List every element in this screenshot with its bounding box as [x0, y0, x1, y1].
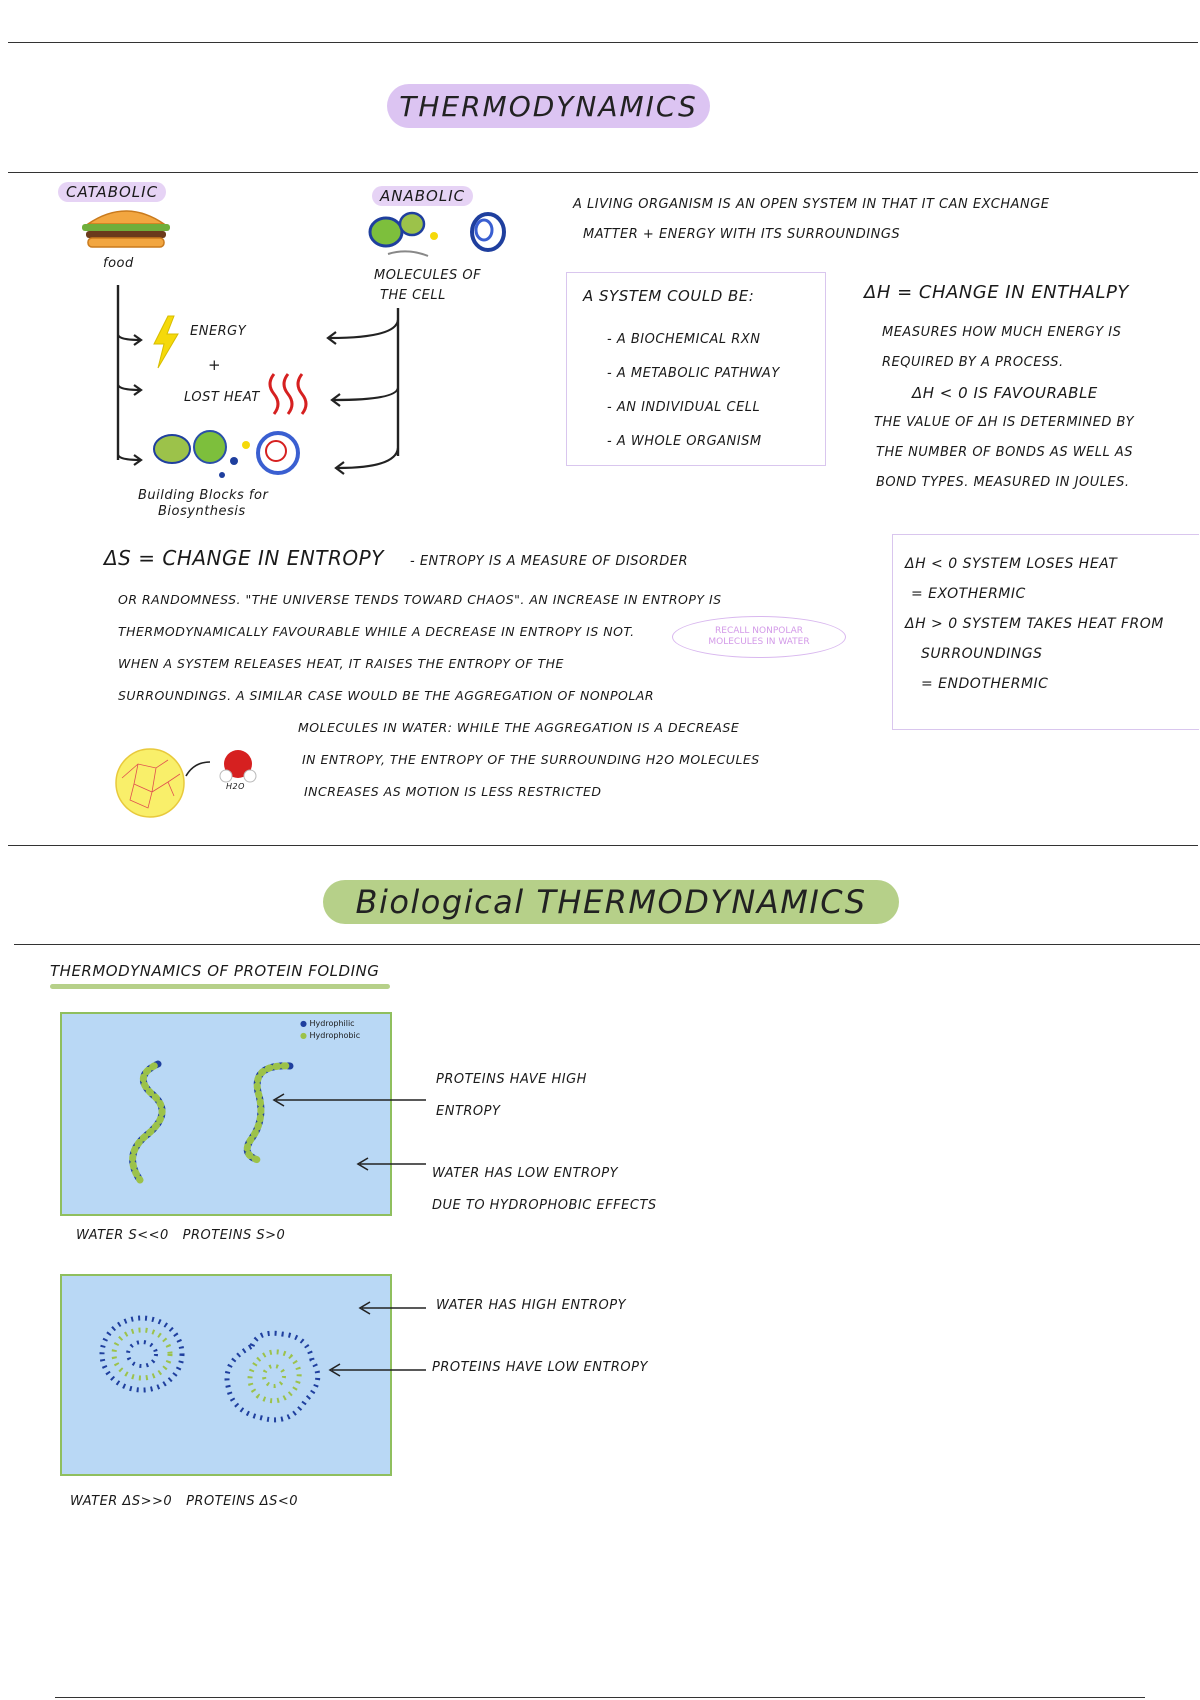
open-system-text: A LIVING ORGANISM IS AN OPEN SYSTEM IN THAT IT CAN EXCHANGE MATTER + ENERGY WITH ITS SURROUNDINGS [573, 197, 1050, 242]
panel1-caption: WATER S<<0 PROTEINS S>0 [76, 1228, 286, 1243]
panel2-caption: WATER ΔS>>0 PROTEINS ΔS<0 [70, 1494, 299, 1509]
page-title: THERMODYNAMICS [387, 84, 710, 128]
protein-folding-heading: THERMODYNAMICS OF PROTEIN FOLDING [50, 962, 380, 980]
enthalpy-box [892, 534, 1199, 730]
enthalpy-heading: ΔH = CHANGE IN ENTHALPY [864, 282, 1129, 303]
lost-heat-label: LOST HEAT [184, 390, 260, 405]
anabolic-arrows [320, 308, 410, 478]
protein-folding-underline [50, 984, 390, 989]
section2-rule [14, 944, 1200, 945]
list-item: - A WHOLE ORGANISM [607, 434, 762, 449]
burger-icon [76, 202, 176, 254]
panel1-note-water: WATER HAS LOW ENTROPY DUE TO HYDROPHOBIC EFFECTS [432, 1166, 657, 1213]
section2-top-rule [8, 845, 1198, 846]
heat-waves-icon [268, 372, 314, 418]
list-item: - AN INDIVIDUAL CELL [607, 400, 761, 415]
panel1-note-proteins: PROTEINS HAVE HIGH ENTROPY [436, 1072, 587, 1119]
catabolic-label: CATABOLIC [58, 182, 166, 202]
plus-sign: + [208, 356, 222, 374]
bottom-rule [55, 1697, 1145, 1698]
nonpolar-aggregate-icon [112, 748, 192, 818]
building-blocks-label: Building Blocks for Biosynthesis [138, 488, 269, 519]
anabolic-label: ANABOLIC [372, 186, 473, 206]
panel2-note-proteins: PROTEINS HAVE LOW ENTROPY [432, 1360, 648, 1375]
h2o-label: H2O [226, 782, 245, 791]
list-item: - A METABOLIC PATHWAY [607, 366, 780, 381]
building-blocks-icon [150, 425, 310, 487]
top-rule [8, 42, 1198, 43]
molecules-icon [368, 206, 513, 266]
lightning-icon [150, 316, 180, 368]
energy-label: ENERGY [190, 324, 247, 339]
enthalpy-text: MEASURES HOW MUCH ENERGY IS REQUIRED BY A PROCESS. ΔH < 0 IS FAVOURABLE THE VALUE OF ΔH IS DETERMINED BY THE NUMBER OF BONDS AS WELL AS BOND TYPES. MEASURED IN JOULES. [874, 325, 1135, 490]
molecules-label: MOLECULES OF THE CELL [374, 268, 482, 303]
entropy-heading: ΔS = CHANGE IN ENTROPY [104, 546, 384, 570]
section2-title: Biological THERMODYNAMICS [323, 880, 899, 924]
panel2-arrows [270, 1300, 430, 1380]
recall-bubble: RECALL NONPOLAR MOLECULES IN WATER [672, 616, 846, 658]
entropy-line-1: - ENTROPY IS A MEASURE OF DISORDER [410, 554, 689, 569]
catabolic-arrows [110, 285, 150, 465]
system-box-heading: A SYSTEM COULD BE: [583, 287, 755, 305]
legend-hydrophobic: ● Hydrophobic [300, 1031, 361, 1040]
food-label: food [103, 256, 134, 271]
section1-rule [8, 172, 1198, 173]
list-item: - A BIOCHEMICAL RXN [607, 332, 761, 347]
legend-hydrophilic: ● Hydrophilic [300, 1019, 355, 1028]
entropy-text: OR RANDOMNESS. "THE UNIVERSE TENDS TOWARD CHAOS". AN INCREASE IN ENTROPY IS THERMODYNAMICALLY FAVOURABLE WHILE A DECREASE IN ENTROPY IS NOT. WHEN A SYSTEM RELEASES HEAT, IT RAISES THE ENTROPY OF THE SURROUNDINGS. A SIMILAR CASE WOULD BE THE AGGREGATION OF NONPOLAR MOLECULES IN WATER: WHILE THE AGGREGATION IS A DECREASE IN ENTROPY, THE ENTROPY OF THE SURROUNDING H2O MOLECULES INCREASES AS MOTION IS LESS RESTRICTED [118, 592, 760, 799]
system-box [566, 272, 826, 466]
panel1-arrows [270, 1092, 430, 1172]
panel2-note-water: WATER HAS HIGH ENTROPY [436, 1298, 627, 1313]
enthalpy-box-text: ΔH < 0 SYSTEM LOSES HEAT = EXOTHERMIC ΔH > 0 SYSTEM TAKES HEAT FROM SURROUNDINGS = ENDOTHERMIC [905, 556, 1164, 692]
system-box-list [607, 323, 780, 459]
